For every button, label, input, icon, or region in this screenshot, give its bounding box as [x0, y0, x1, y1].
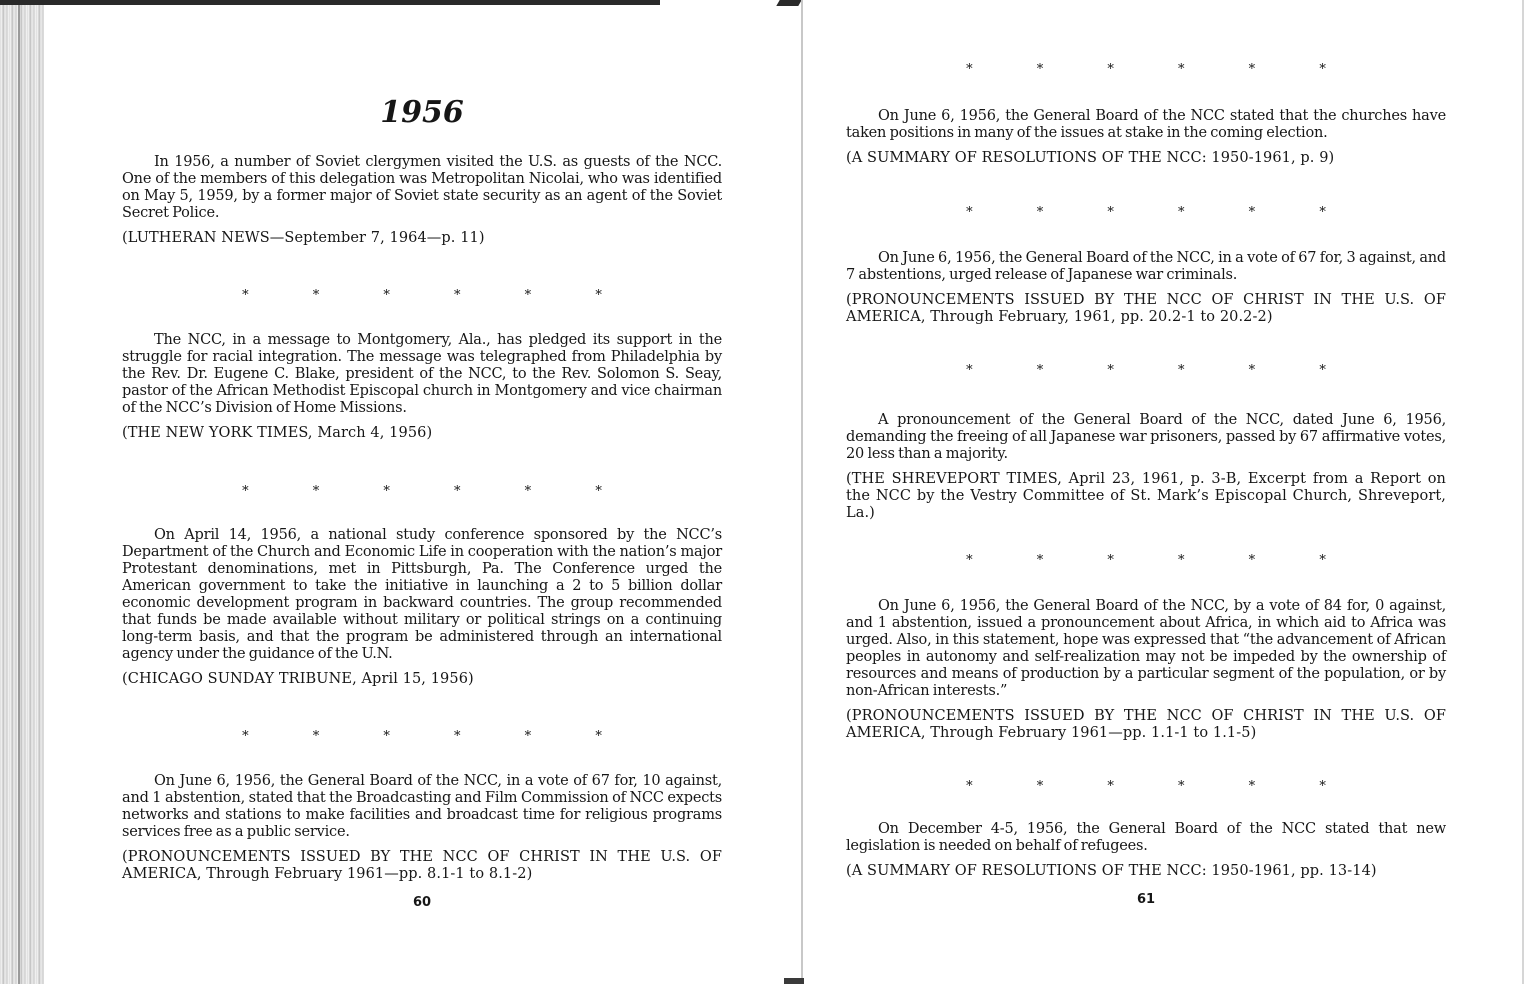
right-page — [846, 0, 1446, 984]
scan-gutter-mark — [784, 978, 804, 984]
scan-edge-right — [1522, 0, 1524, 984]
entry-text: On June 6, 1956, the General Board of the NCC stated that the churches have taken positions in many of the issues at stake in the coming election. — [846, 108, 1446, 141]
entry — [122, 527, 722, 688]
book-gutter — [801, 0, 803, 984]
page-number: 61 — [1136, 892, 1156, 907]
entry-text: On June 6, 1956, the General Board of the NCC, by a vote of 84 for, 0 against, and 1 abstention, issued a pronouncement about Africa, in which aid to Africa was urged. Also, in this statement, hope was expressed that “the advancement of African peoples in autonomy and self-realization may not be impeded by the ownership of resources and means of production by a particular segment of the population, or by non-African interests.” — [846, 598, 1446, 699]
entry — [846, 250, 1446, 326]
entry — [122, 154, 722, 247]
left-page — [122, 0, 722, 984]
entry-source: (PRONOUNCEMENTS ISSUED BY THE NCC OF CHRIST IN THE U.S. OF AMERICA, Through February 1961—pp. 8.1-1 to 8.1-2) — [122, 849, 722, 882]
scan-top-mark — [776, 0, 801, 6]
entry — [846, 598, 1446, 742]
entry — [846, 412, 1446, 522]
entry-source: (A SUMMARY OF RESOLUTIONS OF THE NCC: 1950-1961, p. 9) — [846, 150, 1335, 166]
scan-binding-edge-left — [0, 0, 44, 984]
page-number: 60 — [412, 895, 432, 910]
entry-text: In 1956, a number of Soviet clergymen visited the U.S. as guests of the NCC. One of the members of this delegation was Metropolitan Nicolai, who was identified on May 5, 1959, by a former major of Soviet state security as an agent of the Soviet Secret Police. — [122, 154, 722, 221]
separator-stars: * * * * * * — [242, 484, 632, 499]
entry-source: (A SUMMARY OF RESOLUTIONS OF THE NCC: 1950-1961, pp. 13-14) — [846, 863, 1377, 879]
separator-stars: * * * * * * — [966, 363, 1356, 378]
entry-text: On June 6, 1956, the General Board of the NCC, in a vote of 67 for, 10 against, and 1 abstention, stated that the Broadcasting and Film Commission of NCC expects networks and stations to make facilities and broadcast time for religious programs services free as a public service. — [122, 773, 722, 840]
entry — [122, 773, 722, 883]
separator-stars: * * * * * * — [242, 729, 632, 744]
entry-text: A pronouncement of the General Board of the NCC, dated June 6, 1956, demanding the freeing of all Japanese war prisoners, passed by 67 affirmative votes, 20 less than a majority. — [846, 412, 1446, 462]
entry-source: (CHICAGO SUNDAY TRIBUNE, April 15, 1956) — [122, 671, 474, 687]
year-heading: 1956 — [380, 95, 464, 130]
entry-text: On April 14, 1956, a national study conference sponsored by the NCC’s Department of the Church and Economic Life in cooperation with the nation’s major Protestant denominations, met in Pittsburgh, Pa. The Conference urged the American government to take the initiative in launching a 2 to 5 billion dollar economic development program in backward countries. The group recommended that funds be made available without military or political strings on a continuing long-term basis, and that the program be administered through an international agency under the guidance of the U.N. — [122, 527, 722, 662]
entry-source: (PRONOUNCEMENTS ISSUED BY THE NCC OF CHRIST IN THE U.S. OF AMERICA, Through February 1961—pp. 1.1-1 to 1.1-5) — [846, 708, 1446, 741]
entry-text: The NCC, in a message to Montgomery, Ala., has pledged its support in the struggle for racial integration. The message was telegraphed from Philadelphia by the Rev. Dr. Eugene C. Blake, president of the NCC, to the Rev. Solomon S. Seay, pastor of the African Methodist Episcopal church in Montgomery and vice chairman of the NCC’s Division of Home Missions. — [122, 332, 722, 416]
separator-stars: * * * * * * — [966, 205, 1356, 220]
entry-text: On June 6, 1956, the General Board of the NCC, in a vote of 67 for, 3 against, and 7 abstentions, urged release of Japanese war criminals. — [846, 250, 1446, 283]
entry-text: On December 4-5, 1956, the General Board of the NCC stated that new legislation is needed on behalf of refugees. — [846, 821, 1446, 854]
entry-source: (LUTHERAN NEWS—September 7, 1964—p. 11) — [122, 230, 485, 246]
separator-stars: * * * * * * — [966, 553, 1356, 568]
entry-source: (THE NEW YORK TIMES, March 4, 1956) — [122, 425, 433, 441]
entry — [846, 821, 1446, 880]
separator-stars: * * * * * * — [242, 288, 632, 303]
entry — [122, 332, 722, 442]
entry-source: (PRONOUNCEMENTS ISSUED BY THE NCC OF CHRIST IN THE U.S. OF AMERICA, Through February, 1961, pp. 20.2-1 to 20.2-2) — [846, 292, 1446, 325]
separator-stars: * * * * * * — [966, 779, 1356, 794]
entry-source: (THE SHREVEPORT TIMES, April 23, 1961, p. 3-B, Excerpt from a Report on the NCC by the Vestry Committee of St. Mark’s Episcopal Church, Shreveport, La.) — [846, 471, 1446, 521]
separator-stars: * * * * * * — [966, 62, 1356, 77]
entry — [846, 108, 1446, 167]
